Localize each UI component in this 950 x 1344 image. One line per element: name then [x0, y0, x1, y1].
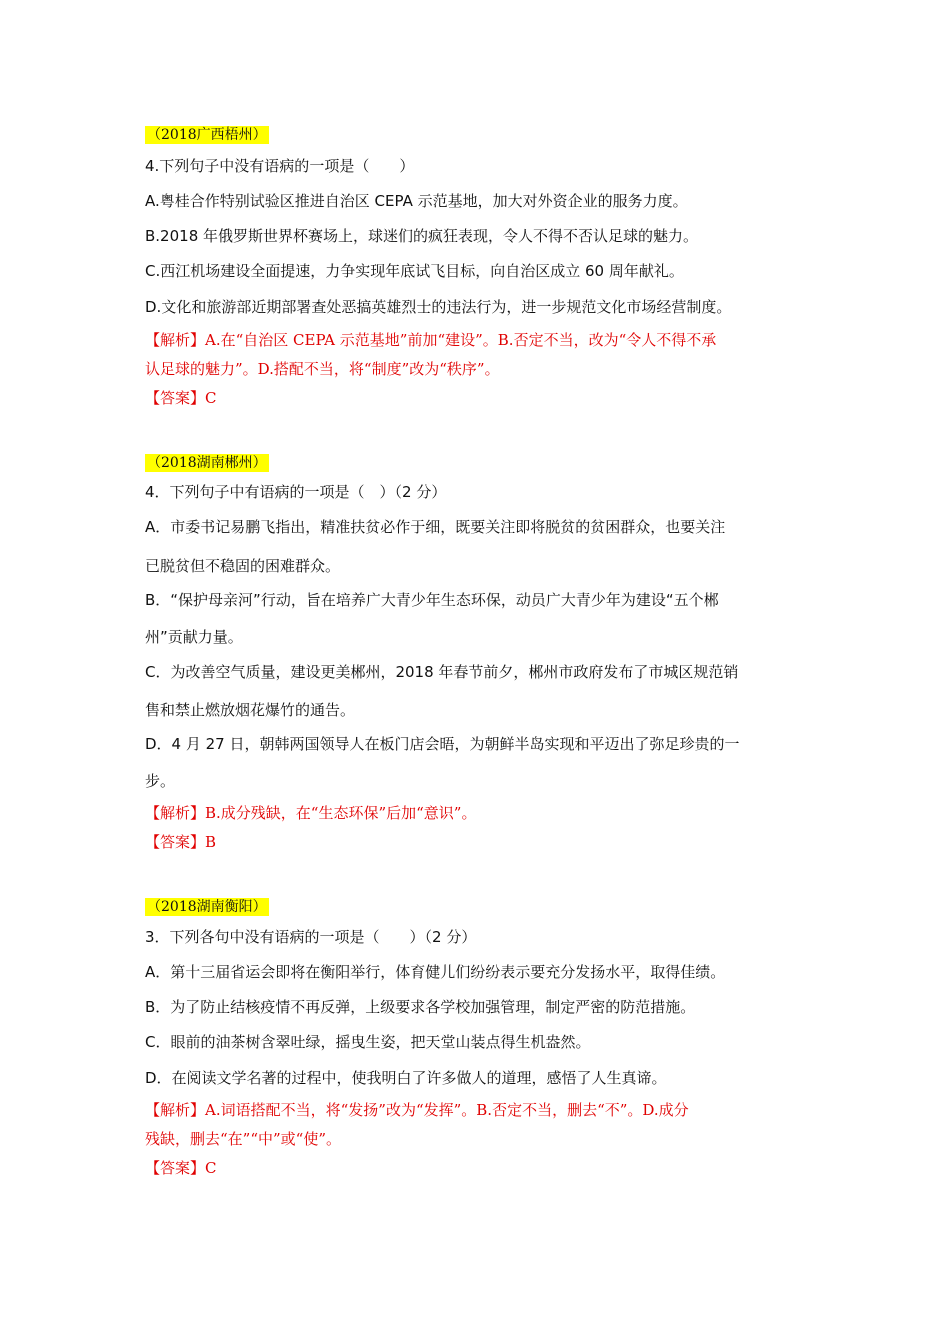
answer: 【答案】C [145, 1159, 217, 1177]
option-c: C.西江机场建设全面提速，力争实现年底试飞目标，向自治区成立 60 周年献礼。 [145, 262, 684, 280]
source-tag: （2018湖南郴州） [147, 455, 267, 471]
option-d: D.文化和旅游部近期部署查处恶搞英雄烈士的违法行为，进一步规范文化市场经营制度。 [145, 298, 732, 316]
option-d-line-1: D．4 月 27 日，朝韩两国领导人在板门店会晤，为朝鲜半岛实现和平迈出了弥足珍贵的一 [145, 735, 740, 753]
option-d: D．在阅读文学名著的过程中，使我明白了许多做人的道理，感悟了人生真谛。 [145, 1069, 667, 1087]
option-a: A．第十三届省运会即将在衡阳举行，体育健儿们纷纷表示要充分发扬水平，取得佳绩。 [145, 963, 726, 981]
option-c-line-2: 售和禁止燃放烟花爆竹的通告。 [145, 701, 356, 719]
option-d-line-2: 步。 [145, 772, 176, 790]
answer: 【答案】B [145, 833, 217, 851]
analysis-line: 认足球的魅力”。D.搭配不当，将“制度”改为“秩序”。 [145, 360, 500, 378]
question-stem: 3．下列各句中没有语病的一项是（ ）（2 分） [145, 928, 477, 946]
source-tag: （2018湖南衡阳） [147, 899, 267, 915]
option-b: B.2018 年俄罗斯世界杯赛场上，球迷们的疯狂表现，令人不得不否认足球的魅力。 [145, 227, 699, 245]
option-b: B．为了防止结核疫情不再反弹，上级要求各学校加强管理，制定严密的防范措施。 [145, 998, 696, 1016]
option-b-line-1: B．“保护母亲河”行动，旨在培养广大青少年生态环保，动员广大青少年为建设“五个郴 [145, 591, 719, 609]
option-c-line-1: C．为改善空气质量，建设更美郴州，2018 年春节前夕，郴州市政府发布了市城区规范销 [145, 663, 739, 681]
option-a-line-2: 已脱贫但不稳固的困难群众。 [145, 557, 341, 575]
analysis-line: 残缺，删去“在”“中”或“使”。 [145, 1130, 342, 1148]
question-stem: 4．下列句子中有语病的一项是（ ）（2 分） [145, 483, 447, 501]
analysis-line: 【解析】B.成分残缺，在“生态环保”后加“意识”。 [145, 804, 477, 822]
option-c: C．眼前的油茶树含翠吐绿，摇曳生姿，把天堂山装点得生机盎然。 [145, 1033, 591, 1051]
analysis-line: 【解析】A.在“自治区 CEPA 示范基地”前加“建设”。B.否定不当，改为“令人不得不承 [145, 331, 717, 349]
option-a: A.粤桂合作特别试验区推进自治区 CEPA 示范基地，加大对外资企业的服务力度。 [145, 192, 688, 210]
analysis-line: 【解析】A.词语搭配不当，将“发扬”改为“发挥”。B.否定不当，删去“不”。D.成分 [145, 1101, 689, 1119]
source-tag-line [145, 896, 269, 916]
source-tag: （2018广西梧州） [147, 127, 267, 143]
answer: 【答案】C [145, 389, 217, 407]
question-stem: 4.下列句子中没有语病的一项是（ ） [145, 157, 415, 175]
source-tag-line [145, 124, 269, 144]
source-tag-line [145, 452, 269, 472]
option-a-line-1: A．市委书记易鹏飞指出，精准扶贫必作于细，既要关注即将脱贫的贫困群众，也要关注 [145, 518, 726, 536]
option-b-line-2: 州”贡献力量。 [145, 628, 243, 646]
